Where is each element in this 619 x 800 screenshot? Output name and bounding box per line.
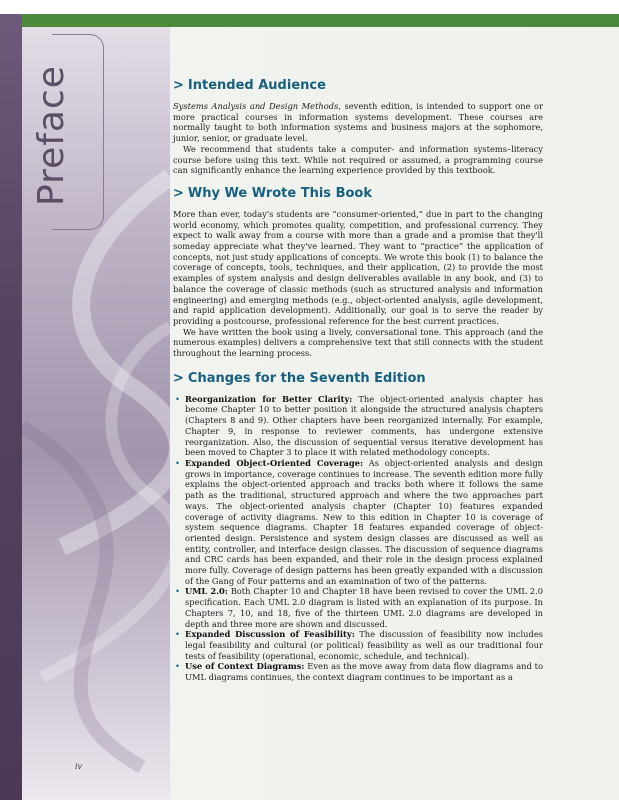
- text-column: [173, 77, 543, 683]
- page-number: iv: [75, 762, 83, 771]
- bullet-icon: •: [175, 457, 180, 468]
- paragraph: We have written the book using a lively, conversational tone. This approach (and the numerous examples) delivers a comprehensive text that still connects with the student throughout the learning process.: [173, 326, 543, 359]
- top-color-band: [0, 14, 619, 27]
- section-heading: > Why We Wrote This Book: [173, 185, 372, 201]
- paragraph: More than ever, today's students are “consumer-oriented,” due in part to the changing world economy, which promotes quality, competition, and professional currency. They expect to walk away from a course with more than a grade and a promise that they'll someday appreciate what they've learned. They want to “practice” the application of concepts, not just study applications of concepts. We wrote this book (1) to balance the coverage of concepts, tools, techniques, and their application, (2) to provide the most examples of system analysis and design deliverables available in any book, and (3) to balance the coverage of classic methods (such as structured analysis and information engineering) and emerging methods (e.g., object-oriented analysis, agile development, and rapid application development). Additionally, our goal is to serve the reader by providing a postcourse, professional reference for the best current practices.: [173, 208, 543, 326]
- list-item: • Expanded Discussion of Feasibility: The discussion of feasibility now includes legal feasibility and cultural (or political) feasibility as well as our traditional four tests of feasibility (operational, economic, schedule, and technical).: [175, 629, 544, 661]
- paragraph: We recommend that students take a computer- and information systems–literacy course before using this text. While not required or assumed, a programming course can significantly enhance the learning experience provided by this textbook.: [173, 143, 543, 176]
- list-item: • Reorganization for Better Clarity: The object-oriented analysis chapter has become Chapter 10 to better position it alongside the structured analysis chapters (Chapters 8 and 9). Other chapters have been reorganized internally. For example, Chapter 9, in response to reviewer comments, has undergone extensive reorganization. Also, the discussion of sequential versus iterative development has been moved to Chapter 3 to place it with related methodology concepts.: [175, 393, 543, 458]
- heading-arrow-icon: >: [173, 370, 184, 386]
- left-color-stripe: [0, 14, 22, 800]
- paragraph: Systems Analysis and Design Methods, seventh edition, is intended to support one or more practical courses in information systems development. These courses are normally taught to both information systems and business majors at the sophomore, junior, senior, or graduate level.: [173, 101, 543, 144]
- bullet-icon: •: [175, 586, 180, 597]
- list-item: • UML 2.0: Both Chapter 10 and Chapter 18 have been revised to cover the UML 2.0 specification. Each UML 2.0 diagram is listed with an explanation of its purpose. In Chapters 7, 10, and 18, five of the thirteen UML 2.0 diagrams are developed in depth and three more are shown and discussed.: [175, 586, 543, 629]
- changes-list: [173, 394, 543, 683]
- list-item: • Use of Context Diagrams: Even as the move away from data flow diagrams and to UML diagrams continues, the context diagram continues to be important as a: [175, 661, 543, 683]
- bullet-icon: •: [175, 661, 180, 672]
- section-heading: > Changes for the Seventh Edition: [173, 370, 426, 386]
- section-heading: > Intended Audience: [173, 78, 326, 93]
- sidebar-title: Preface: [31, 65, 72, 206]
- list-item: • Expanded Object-Oriented Coverage: As object-oriented analysis and design grows in importance, coverage continues to increase. The seventh edition more fully explains the object-oriented approach and tracks both where it follows the same path as the traditional, structured approach and where the two approaches part ways. The object-oriented analysis chapter (Chapter 10) features expanded coverage of activity diagrams. New to this edition in Chapter 10 is coverage of system sequence diagrams. Chapter 18 features expanded coverage of object-oriented design. Persistence and system design classes are discussed as well as entity, controller, and interface design classes. The discussion of sequence diagrams and CRC cards has been expanded, and their role in the design process explained more fully. Coverage of design patterns has been greatly expanded with a discussion of the Gang of Four patterns and an examination of two of the patterns.: [175, 457, 543, 586]
- heading-arrow-icon: >: [173, 185, 184, 201]
- bullet-icon: •: [175, 629, 180, 640]
- content-area: [170, 27, 619, 800]
- heading-arrow-icon: >: [173, 78, 184, 93]
- bullet-icon: •: [175, 393, 180, 404]
